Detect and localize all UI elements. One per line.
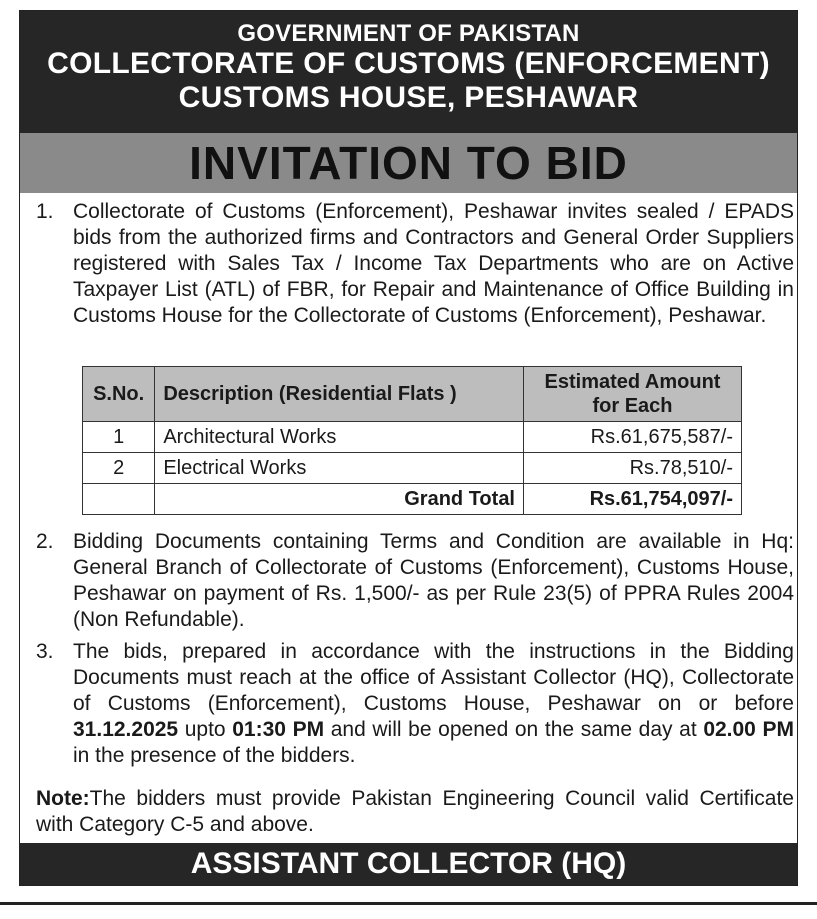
total-empty-cell [83, 484, 155, 515]
note-block [36, 786, 794, 838]
paragraph-1-text: Collectorate of Customs (Enforcement), Peshawar invites sealed / EPADS bids from the authorized firms and Contractors and General Order Suppliers registered with Sales Tax / Income Tax Departments who are on Active Taxpayer List (ATL) of FBR, for Repair and Maintenance of Office Building in Customs House for the Collectorate of Customs (Enforcement), Peshawar. [73, 200, 794, 327]
paragraph-2-text: Bidding Documents containing Terms and Condition are available in Hq: General Branch of Collectorate of Customs (Enforcement), Customs House, Peshawar on payment of Rs. 1,500/- as per Rule 23(5) of PPRA Rules 2004 (Non Refundable). [73, 530, 794, 631]
row-description: Electrical Works [155, 453, 524, 484]
header-amount: Estimated Amount for Each [524, 367, 742, 422]
table-row [83, 422, 742, 453]
advertisement-frame [19, 10, 798, 886]
paragraph-2-number: 2. [36, 530, 54, 553]
row-amount: Rs.61,675,587/- [524, 422, 742, 453]
paragraph-3-text-a: The bids, prepared in accordance with the instructions in the Bidding Documents must reach at the office of Assistant Collector (HQ), Collectorate of Customs (Enforcement), Customs House, Peshawar on or before [73, 640, 794, 715]
note-label: Note: [36, 787, 90, 810]
bottom-rule [0, 902, 817, 905]
table-row [83, 453, 742, 484]
paragraph-3-number: 3. [36, 640, 54, 663]
header-sno: S.No. [83, 367, 155, 422]
opening-time: 02.00 PM [703, 718, 794, 741]
invitation-banner: INVITATION TO BID [20, 133, 797, 193]
row-amount: Rs.78,510/- [524, 453, 742, 484]
paragraph-1-number: 1. [36, 200, 54, 223]
paragraph-3-text-b: upto [178, 718, 233, 741]
row-description: Architectural Works [155, 422, 524, 453]
header-collectorate: COLLECTORATE OF CUSTOMS (ENFORCEMENT) [47, 47, 770, 80]
table-header-row [83, 367, 742, 422]
paragraph-1 [36, 199, 794, 329]
header-government: GOVERNMENT OF PAKISTAN [237, 20, 580, 47]
grand-total-label: Grand Total [155, 484, 524, 515]
header-customs-house: CUSTOMS HOUSE, PESHAWAR [178, 81, 639, 114]
paragraph-3-text-c: and will be opened on the same day at [324, 718, 704, 741]
grand-total-amount: Rs.61,754,097/- [524, 484, 742, 515]
note-text: The bidders must provide Pakistan Engineering Council valid Certificate with Category C-5 and above. [36, 787, 794, 836]
closing-time: 01:30 PM [232, 718, 325, 741]
row-sno: 2 [83, 453, 155, 484]
paragraph-3-text-d: in the presence of the bidders. [73, 744, 356, 767]
header-block [20, 11, 797, 133]
closing-date: 31.12.2025 [73, 718, 179, 741]
table-total-row [83, 484, 742, 515]
paragraph-3 [36, 639, 794, 769]
paragraph-3-text [73, 639, 794, 769]
bid-table [82, 366, 742, 515]
paragraph-2 [36, 529, 794, 633]
footer-signatory: ASSISTANT COLLECTOR (HQ) [20, 843, 797, 885]
row-sno: 1 [83, 422, 155, 453]
header-description: Description (Residential Flats ) [155, 367, 524, 422]
